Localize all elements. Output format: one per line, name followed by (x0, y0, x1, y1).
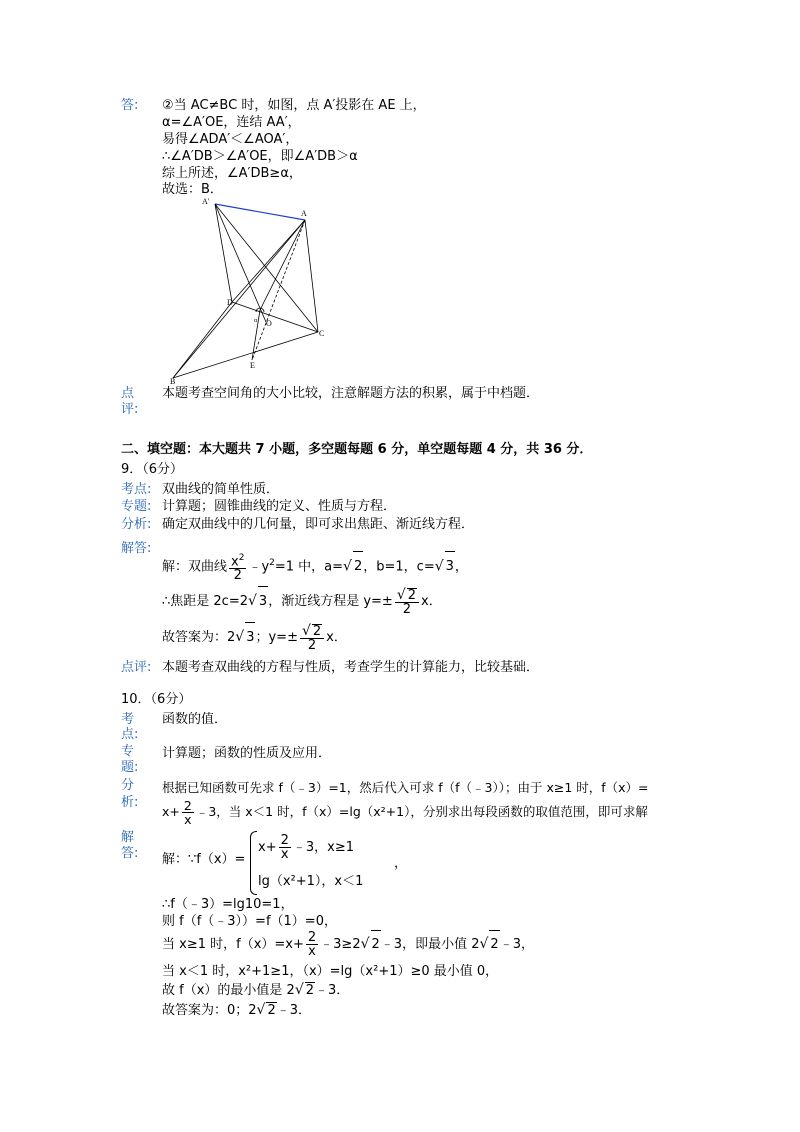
q10-ti-tag: 题: (121, 760, 139, 775)
label-o: O (266, 319, 272, 328)
q10-sol-line-5: 当 x＜1 时，x²+1≥1，（x）=lg（x²+1）≥0 最小值 0， (162, 964, 499, 979)
section-heading: 二、填空题：本大题共 7 小题，多空题每题 6 分，单空题每题 4 分，共 36 分． (121, 442, 593, 457)
q10-fen-tag: 分 (121, 778, 135, 793)
edge-aa-prime (215, 204, 305, 220)
answer-tag: 答: (121, 98, 139, 113)
edge-a-o (260, 220, 305, 310)
q10-da-tag: 答: (121, 846, 139, 861)
answer-line-4: ∴∠A′DB＞∠A′OE，即∠A′DB＞α (162, 149, 358, 164)
piecewise-brace (250, 831, 257, 895)
label-a-prime: A′ (202, 197, 210, 206)
q10-zhuan-tag: 专 (121, 744, 135, 759)
q10-sol-prefix: 解：∵f（x）= (162, 852, 246, 867)
answer-line-2: α=∠A′OE，连结 AA′， (162, 115, 301, 130)
q10-kao-tag: 考 (121, 712, 135, 727)
q9-kaodian-tag: 考点: (121, 482, 152, 497)
q10-sol-line-2: ∴f（﹣3）=lg10=1， (162, 897, 294, 912)
edge-a-prime-d (215, 204, 232, 302)
answer-line-1: ②当 AC≠BC 时，如图，点 A′投影在 AE 上， (162, 98, 426, 113)
q10-jie-tag: 解 (121, 830, 135, 845)
q10-fenxi-line-2: x+ $\frac{2}{x}$ ﹣3，当 x＜1 时，f（x）=lg（x²+1），分别求出每段函数的取值范围，即可求解 (162, 798, 648, 827)
label-d: D (227, 298, 233, 307)
edge-d-c (232, 302, 318, 332)
q9-solution-line-2: ∴焦距是 2c=2√ 3，渐近线方程是 y=± $\frac{√ 2}{2}$ x． (162, 586, 442, 617)
piecewise-comma: ， (394, 856, 408, 871)
q10-fenxi-line-1: 根据已知函数可先求 f（﹣3）=1，然后代入可求 f（f（﹣3））；由于 x≥1 时，f（x）= (162, 780, 649, 795)
q9-zhuanti-tag: 专题: (121, 499, 152, 514)
q9-dianping: 本题考查双曲线的方程与性质，考查学生的计算能力，比较基础． (162, 660, 540, 675)
geometry-figure (168, 192, 348, 384)
q10-sol-line-6: 故 f（x）的最小值是 2√ 2﹣3． (162, 982, 350, 998)
q10-dian-tag: 点: (121, 727, 139, 742)
edge-a-prime-o (215, 204, 266, 322)
label-b: B (170, 377, 176, 384)
edge-a-d (232, 220, 305, 302)
q9-fenxi-tag: 分析: (121, 517, 152, 532)
label-a: A (301, 209, 307, 218)
q10-number: 10．（6分） (121, 692, 192, 707)
q9-jieda-tag: 解答: (121, 541, 152, 556)
answer-line-5: 综上所述，∠A′DB≥α， (162, 166, 302, 181)
piecewise-case-1: x+ $\frac{2}{x}$ ﹣3，x≥1 (258, 833, 355, 862)
q9-solution-line-3: 故答案为：2√ 3；y=± $\frac{√ 2}{2}$ x． (162, 622, 347, 653)
q10-sol-line-3: 则 f（f（﹣3））=f（1）=0， (162, 914, 337, 929)
q10-sol-line-7: 故答案为：0；2√ 2﹣3． (162, 1002, 312, 1018)
q9-dianping-tag: 点评: (121, 660, 152, 675)
label-alpha: α (254, 318, 258, 324)
edge-a-c (305, 220, 318, 332)
q9-fenxi: 确定双曲线中的几何量，即可求出焦距、渐近线方程． (162, 517, 475, 532)
q10-xi-tag: 析: (121, 795, 139, 810)
label-e: E (250, 361, 255, 370)
q10-zhuanti: 计算题；函数的性质及应用． (162, 746, 332, 761)
q10-kaodian: 函数的值． (162, 712, 228, 727)
answer-line-6: 故选：B． (162, 182, 223, 197)
label-c: C (319, 329, 325, 338)
comment-tag-2: 评: (121, 402, 139, 417)
edge-b-c (173, 332, 318, 378)
q9-zhuanti: 计算题；圆锥曲线的定义、性质与方程． (162, 499, 397, 514)
answer-line-3: 易得∠ADA′＜∠AOA′， (162, 132, 299, 147)
edge-b-d (173, 302, 232, 378)
comment-tag-1: 点 (121, 386, 135, 401)
piecewise-case-2: lg（x²+1），x＜1 (258, 874, 364, 889)
q9-number: 9．（6分） (121, 462, 184, 477)
edge-a-b (173, 220, 305, 378)
comment-text: 本题考查空间角的大小比较，注意解题方法的积累，属于中档题． (162, 386, 540, 401)
q9-solution-line-1: 解：双曲线 $\frac{x^2}{2}$ $﹣y^2=1$ 中，a=√ 2，b=1，c=√ 3， (162, 552, 468, 583)
q9-kaodian: 双曲线的简单性质． (162, 482, 280, 497)
q10-sol-line-4: 当 x≥1 时，f（x）=x+ $\frac{2}{x}$ ﹣3≥2√ 2﹣3，即最小值 2√ 2﹣3， (162, 930, 534, 959)
